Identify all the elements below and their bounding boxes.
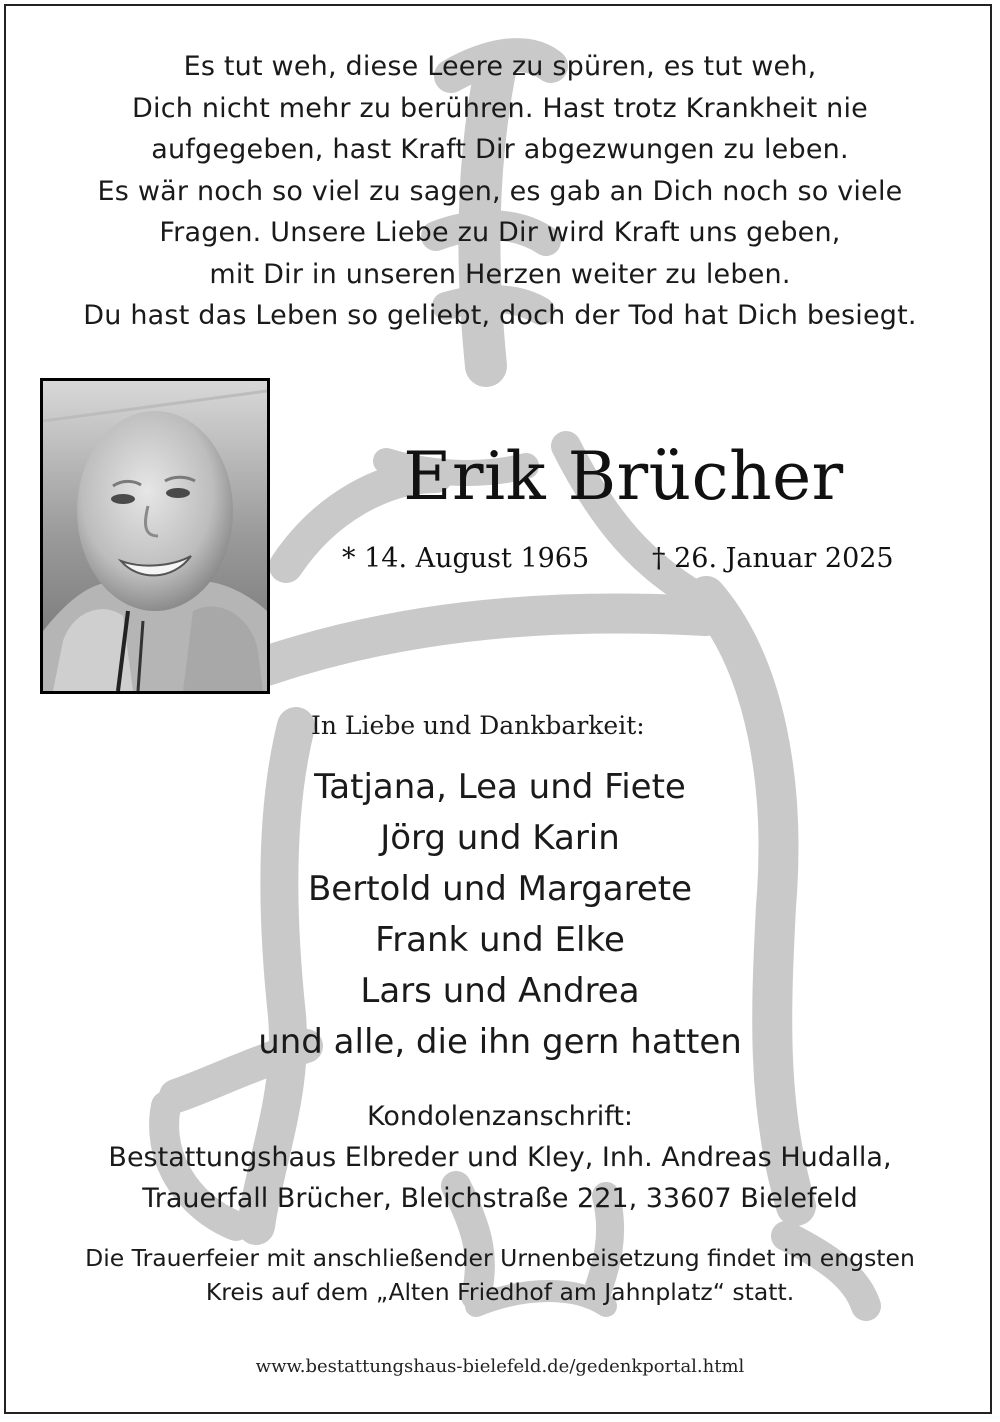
poem-line: Du hast das Leben so geliebt, doch der Tod hat Dich besiegt.	[83, 300, 917, 331]
ceremony-line: Die Trauerfeier mit anschließender Urnenbeisetzung findet im engsten	[85, 1244, 915, 1272]
family-member: Jörg und Karin	[380, 818, 620, 858]
poem-line: Es tut weh, diese Leere zu spüren, es tut weh,	[183, 51, 817, 82]
family-member: Frank und Elke	[375, 920, 625, 960]
birth-date: * 14. August 1965	[342, 543, 590, 574]
poem-line: aufgegeben, hast Kraft Dir abgezwungen zu leben.	[151, 134, 849, 165]
death-date: † 26. Januar 2025	[652, 543, 894, 574]
portrait-illustration	[43, 381, 267, 691]
family-member: und alle, die ihn gern hatten	[258, 1022, 742, 1062]
poem-line: Dich nicht mehr zu berühren. Hast trotz Krankheit nie	[132, 92, 868, 124]
family-list	[6, 762, 992, 1068]
family-member: Tatjana, Lea und Fiete	[314, 767, 686, 807]
obituary-card	[4, 4, 992, 1414]
address-line: Kondolenzanschrift:	[366, 1101, 634, 1132]
family-member: Lars und Andrea	[360, 971, 640, 1011]
address-line: Bestattungshaus Elbreder und Kley, Inh. Andreas Hudalla,	[108, 1142, 892, 1173]
deceased-name: Erik Brücher	[403, 438, 844, 515]
poem	[6, 46, 992, 337]
ceremony-notice	[6, 1241, 992, 1309]
family-member: Bertold und Margarete	[307, 869, 693, 909]
website-link[interactable]: www.bestattungshaus-bielefeld.de/gedenkportal.html	[255, 1356, 745, 1377]
poem-line: Es wär noch so viel zu sagen, es gab an Dich noch so viele	[97, 175, 903, 207]
ceremony-line: Kreis auf dem „Alten Friedhof am Jahnplatz“ statt.	[205, 1278, 795, 1306]
poem-line: mit Dir in unseren Herzen weiter zu leben.	[209, 258, 791, 290]
poem-line: Fragen. Unsere Liebe zu Dir wird Kraft uns geben,	[159, 217, 841, 248]
portrait-photo	[40, 378, 270, 694]
address-line: Trauerfall Brücher, Bleichstraße 221, 33607 Bielefeld	[142, 1183, 858, 1214]
condolence-address	[6, 1096, 992, 1219]
thanks-line: In Liebe und Dankbarkeit:	[311, 711, 645, 740]
